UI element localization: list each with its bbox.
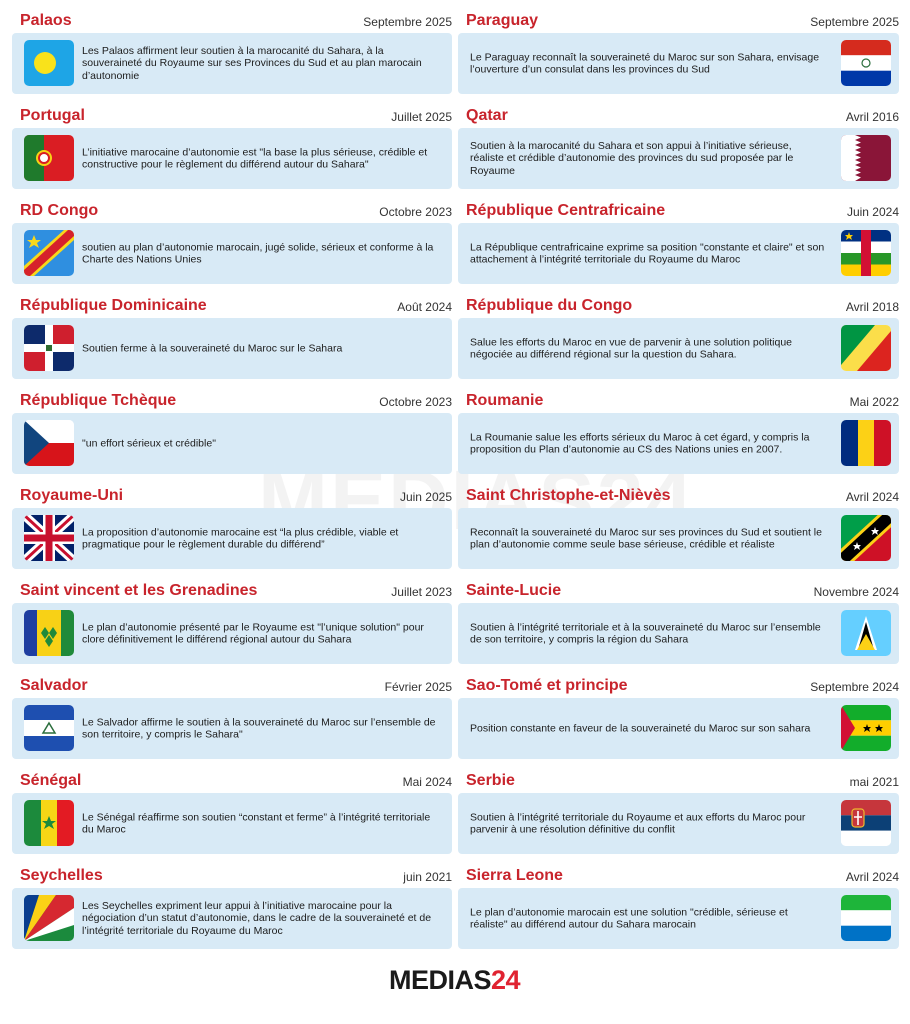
entry-roumanie: [458, 380, 899, 475]
entry-portugal: [12, 95, 452, 190]
entry-card: [458, 128, 899, 189]
country-name: Saint Christophe-et-Nièvès: [466, 487, 671, 504]
country-name: Saint vincent et les Grenadines: [20, 582, 258, 599]
entry-text: soutien au plan d’autonomie marocain, jugé solide, sérieux et conforme à la Charte des Nations Unies: [82, 240, 434, 266]
qatar-flag-icon: [841, 135, 891, 181]
entry-date: juin 2021: [403, 870, 452, 884]
entry-card: [458, 888, 899, 949]
country-name: Roumanie: [466, 392, 544, 409]
entry-seychelles: [12, 855, 452, 950]
country-name: Royaume-Uni: [20, 487, 124, 504]
entry-date: Mai 2024: [402, 775, 452, 789]
entry-text: Soutien à l’intégrité territoriale du Royaume et aux efforts du Maroc pour parvenir à une résolution définitive du conflit: [470, 810, 806, 836]
country-name: Serbie: [466, 772, 515, 789]
country-name: Salvador: [20, 677, 88, 694]
entry-sao-tome: [458, 665, 899, 760]
serbia-flag-icon: [841, 800, 891, 846]
entry-date: Septembre 2024: [810, 680, 899, 694]
entry-palaos: [12, 0, 452, 95]
palau-flag-icon: [24, 40, 74, 86]
right-column: [458, 0, 899, 950]
entry-card: [458, 603, 899, 664]
entry-card: [458, 508, 899, 569]
entry-card: [12, 508, 452, 569]
entry-sierra-leone: [458, 855, 899, 950]
country-name: République Centrafricaine: [466, 202, 666, 219]
entry-republique-centrafricaine: [458, 190, 899, 285]
dominican-republic-flag-icon: [24, 325, 74, 371]
entry-card: [458, 33, 899, 94]
entry-rd-congo: [12, 190, 452, 285]
romania-flag-icon: [841, 420, 891, 466]
saint-kitts-nevis-flag-icon: [841, 515, 891, 561]
sao-tome-flag-icon: [841, 705, 891, 751]
entry-date: Novembre 2024: [813, 585, 899, 599]
entry-text: Salue les efforts du Maroc en vue de parvenir à une solution politique négociée au différend régional sur la question du Sahara.: [470, 335, 793, 361]
entry-card: [12, 223, 452, 284]
entry-date: Octobre 2023: [379, 395, 452, 409]
entry-card: [458, 698, 899, 759]
entry-saint-vincent: [12, 570, 452, 665]
entry-card: [12, 793, 452, 854]
entry-salvador: [12, 665, 452, 760]
entry-senegal: [12, 760, 452, 855]
country-name: République Tchèque: [20, 392, 177, 409]
dr-congo-flag-icon: [24, 230, 74, 276]
country-name: RD Congo: [20, 202, 99, 219]
entry-text: La République centrafricaine exprime sa position "constante et claire" et son attachement à l’intégrité territoriale du Royaume du Maroc: [470, 240, 825, 266]
united-kingdom-flag-icon: [24, 515, 74, 561]
entry-republique-du-congo: [458, 285, 899, 380]
entry-text: L’initiative marocaine d’autonomie est "la base la plus sérieuse, crédible et constructive pour le règlement du différend autour du Sahara": [82, 145, 428, 171]
entry-card: [458, 413, 899, 474]
entry-date: Juin 2025: [399, 490, 452, 504]
saint-lucia-flag-icon: [841, 610, 891, 656]
entry-republique-tcheque: [12, 380, 452, 475]
entry-text: Reconnaît la souveraineté du Maroc sur ses provinces du Sud et soutient le plan d’autonomie comme seule base sérieuse, crédible et réaliste: [470, 525, 822, 551]
entry-text: La Roumanie salue les efforts sérieux du Maroc à cet égard, y compris la proposition du Plan d’autonomie au CS des Nations unies en 2007.: [470, 430, 810, 456]
entry-date: Avril 2024: [845, 870, 899, 884]
country-name: Palaos: [20, 12, 72, 29]
entry-text: Le Sénégal réaffirme son soutien “constant et ferme” à l’intégrité territoriale du Maroc: [82, 810, 431, 836]
entry-saint-christophe: [458, 475, 899, 570]
entry-card: [12, 33, 452, 94]
entry-date: Août 2024: [397, 300, 452, 314]
entry-text: Les Palaos affirment leur soutien à la marocanité du Sahara, à la souveraineté du Royaume sur ses Provinces du Sud et au plan marocain d’autonomie: [82, 44, 422, 82]
paraguay-flag-icon: [841, 40, 891, 86]
country-name: Sao-Tomé et principe: [466, 677, 628, 694]
entry-date: Octobre 2023: [379, 205, 452, 219]
entry-date: Juillet 2025: [391, 110, 452, 124]
entry-text: Soutien à l’intégrité territoriale et à la souveraineté du Maroc sur l’ensemble de son territoire, y compris la région du Sahara: [470, 620, 821, 646]
entry-card: [12, 128, 452, 189]
entry-date: Avril 2016: [845, 110, 899, 124]
entry-card: [458, 793, 899, 854]
medias24-logo: [389, 965, 520, 996]
entry-text: Le Paraguay reconnaît la souveraineté du Maroc sur son Sahara, envisage l’ouverture d’un consulat dans les provinces du Sud: [470, 50, 820, 76]
entry-sainte-lucie: [458, 570, 899, 665]
entry-card: [12, 318, 452, 379]
logo-text: MEDIAS: [389, 965, 492, 995]
country-name: Sainte-Lucie: [466, 582, 562, 599]
entry-date: Septembre 2025: [810, 15, 899, 29]
entry-text: Position constante en faveur de la souveraineté du Maroc sur son sahara: [470, 722, 811, 735]
entry-card: [12, 888, 452, 949]
senegal-flag-icon: [24, 800, 74, 846]
entry-date: mai 2021: [849, 775, 899, 789]
seychelles-flag-icon: [24, 895, 74, 941]
country-name: Seychelles: [20, 867, 103, 884]
country-name: République Dominicaine: [20, 297, 207, 314]
left-column: [12, 0, 452, 950]
entry-text: Le plan d’autonomie marocain est une solution "crédible, sérieuse et réaliste" au différend autour du Sahara marocain: [470, 905, 788, 931]
central-african-republic-flag-icon: [841, 230, 891, 276]
country-name: Qatar: [466, 107, 508, 124]
country-name: Sierra Leone: [466, 867, 563, 884]
entry-date: Juillet 2023: [391, 585, 452, 599]
entry-republique-dominicaine: [12, 285, 452, 380]
entry-date: Mai 2022: [849, 395, 899, 409]
entry-date: Avril 2024: [845, 490, 899, 504]
czech-republic-flag-icon: [24, 420, 74, 466]
entry-text: Les Seychelles expriment leur appui à l’initiative marocaine pour la négociation d’un statut d’autonomie, dans le cadre de la souveraineté et de l’intégrité territoriale du Royaume du Maroc: [82, 899, 432, 937]
entry-text: La proposition d’autonomie marocaine est “la plus crédible, viable et pragmatique pour le règlement durable du différend”: [82, 525, 399, 551]
entry-royaume-uni: [12, 475, 452, 570]
saint-vincent-flag-icon: [24, 610, 74, 656]
congo-flag-icon: [841, 325, 891, 371]
entry-text: "un effort sérieux et crédible": [82, 437, 216, 450]
logo-number: 24: [491, 965, 521, 995]
entry-card: [458, 318, 899, 379]
country-name: Paraguay: [466, 12, 539, 29]
el-salvador-flag-icon: [24, 705, 74, 751]
entry-date: Avril 2018: [845, 300, 899, 314]
entry-card: [12, 603, 452, 664]
entry-serbie: [458, 760, 899, 855]
entry-date: Juin 2024: [846, 205, 899, 219]
country-name: République du Congo: [466, 297, 633, 314]
country-name: Sénégal: [20, 772, 82, 789]
entry-text: Le plan d’autonomie présenté par le Royaume est "l’unique solution" pour clore définitivement le différend régional autour du Sahara: [82, 620, 424, 646]
country-name: Portugal: [20, 107, 85, 124]
entry-card: [12, 698, 452, 759]
entry-date: Septembre 2025: [363, 15, 452, 29]
entry-text: Le Salvador affirme le soutien à la souveraineté du Maroc sur l’ensemble de son territoire, y compris le Sahara": [82, 715, 436, 741]
entry-text: Soutien à la marocanité du Sahara et son appui à l’initiative sérieuse, réaliste et crédible d’autonomie des provinces du sud proposée par le Royaume: [470, 139, 794, 177]
entry-card: [12, 413, 452, 474]
portugal-flag-icon: [24, 135, 74, 181]
sierra-leone-flag-icon: [841, 895, 891, 941]
entry-paraguay: [458, 0, 899, 95]
entry-card: [458, 223, 899, 284]
entry-date: Février 2025: [384, 680, 452, 694]
entry-qatar: [458, 95, 899, 190]
entry-text: Soutien ferme à la souveraineté du Maroc sur le Sahara: [82, 342, 343, 355]
